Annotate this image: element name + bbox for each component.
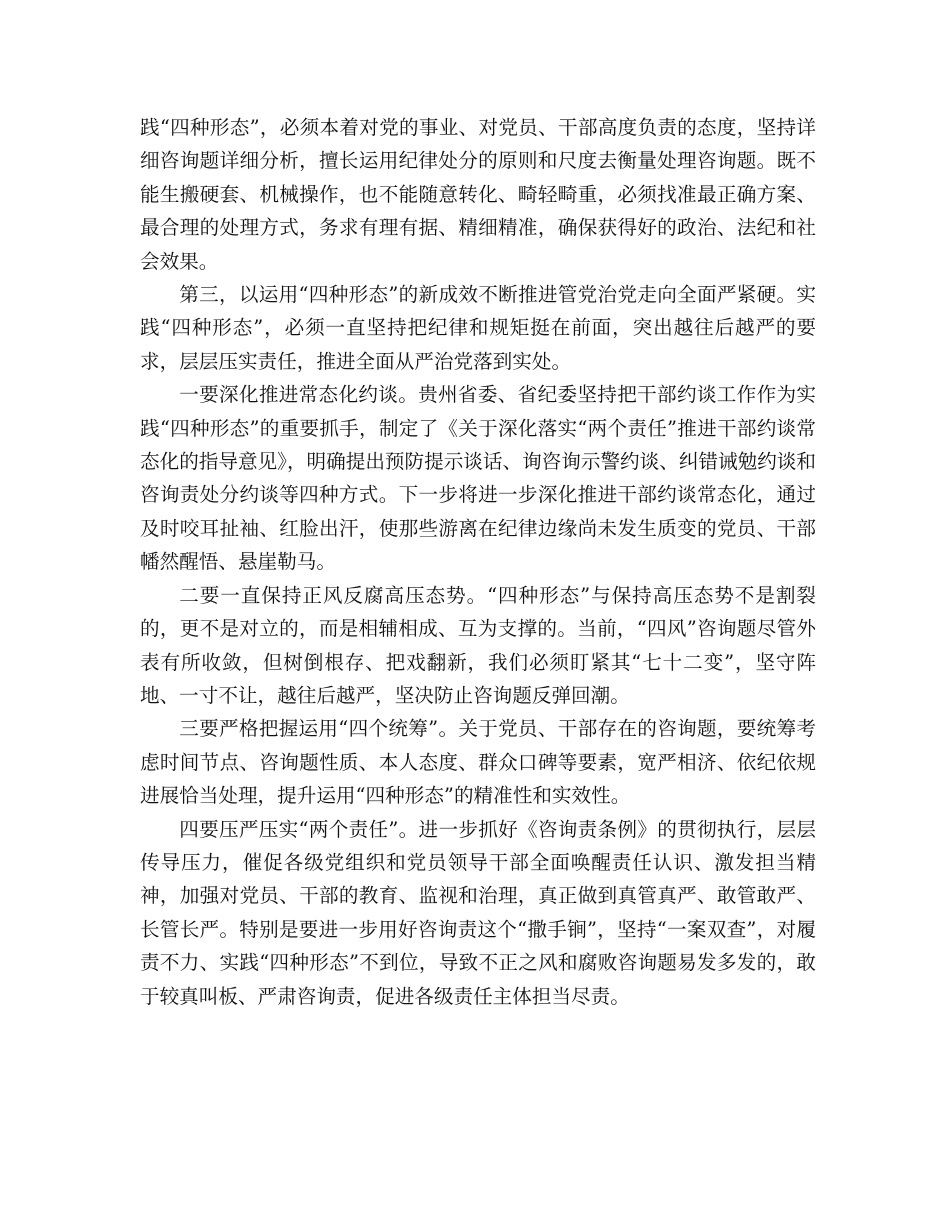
paragraph-item-one: 一要深化推进常态化约谈。贵州省委、省纪委坚持把干部约谈工作作为实践“四种形态”的重要抓手，制定了《关于深化落实“两个责任”推进干部约谈常态化的指导意见》，明确提出预防提示谈话、询咨询示警约谈、纠错诫勉约谈和咨询责处分约谈等四种方式。下一步将进一步深化推进干部约谈常态化，通过及时咬耳扯袖、红脸出汗，使那些游离在纪律边缘尚未发生质变的党员、干部幡然醒悟、悬崖勒马。 <box>140 383 816 574</box>
paragraph-item-four: 四要压严压实“两个责任”。进一步抓好《咨询责条例》的贯彻执行，层层传导压力，催促各级党组织和党员领导干部全面唤醒责任认识、激发担当精神，加强对党员、干部的教育、监视和治理，真正做到真管真严、敢管敢严、长管长严。特别是要进一步用好咨询责这个“撒手锏”，坚持“一案双查”，对履责不力、实践“四种形态”不到位，导致不正之风和腐败咨询题易发多发的，敢于较真叫板、严肃咨询责，促进各级责任主体担当尽责。 <box>140 817 816 1008</box>
paragraph-third-point: 第三，以运用“四种形态”的新成效不断推进管党治党走向全面严紧硬。实践“四种形态”，必须一直坚持把纪律和规矩挺在前面，突出越往后越严的要求，层层压实责任，推进全面从严治党落到实处。 <box>140 283 816 373</box>
paragraph-item-two: 二要一直保持正风反腐高压态势。“四种形态”与保持高压态势不是割裂的，更不是对立的，而是相辅相成、互为支撑的。当前，“四风”咨询题尽管外表有所收敛，但树倒根存、把戏翻新，我们必须盯紧其“七十二变”，坚守阵地、一寸不让，越往后越严，坚决防止咨询题反弹回潮。 <box>140 583 816 707</box>
document-body <box>140 111 816 1013</box>
paragraph-continuation: 践“四种形态”，必须本着对党的事业、对党员、干部高度负责的态度，坚持详细咨询题详细分析，擅长运用纪律处分的原则和尺度去衡量处理咨询题。既不能生搬硬套、机械操作，也不能随意转化、畸轻畸重，必须找准最正确方案、最合理的处理方式，务求有理有据、精细精准，确保获得好的政治、法纪和社会效果。 <box>140 116 816 273</box>
paragraph-item-three: 三要严格把握运用“四个统筹”。关于党员、干部存在的咨询题，要统筹考虑时间节点、咨询题性质、本人态度、群众口碑等要素，宽严相济、依纪依规进展恰当处理，提升运用“四种形态”的精准性和实效性。 <box>140 717 816 808</box>
